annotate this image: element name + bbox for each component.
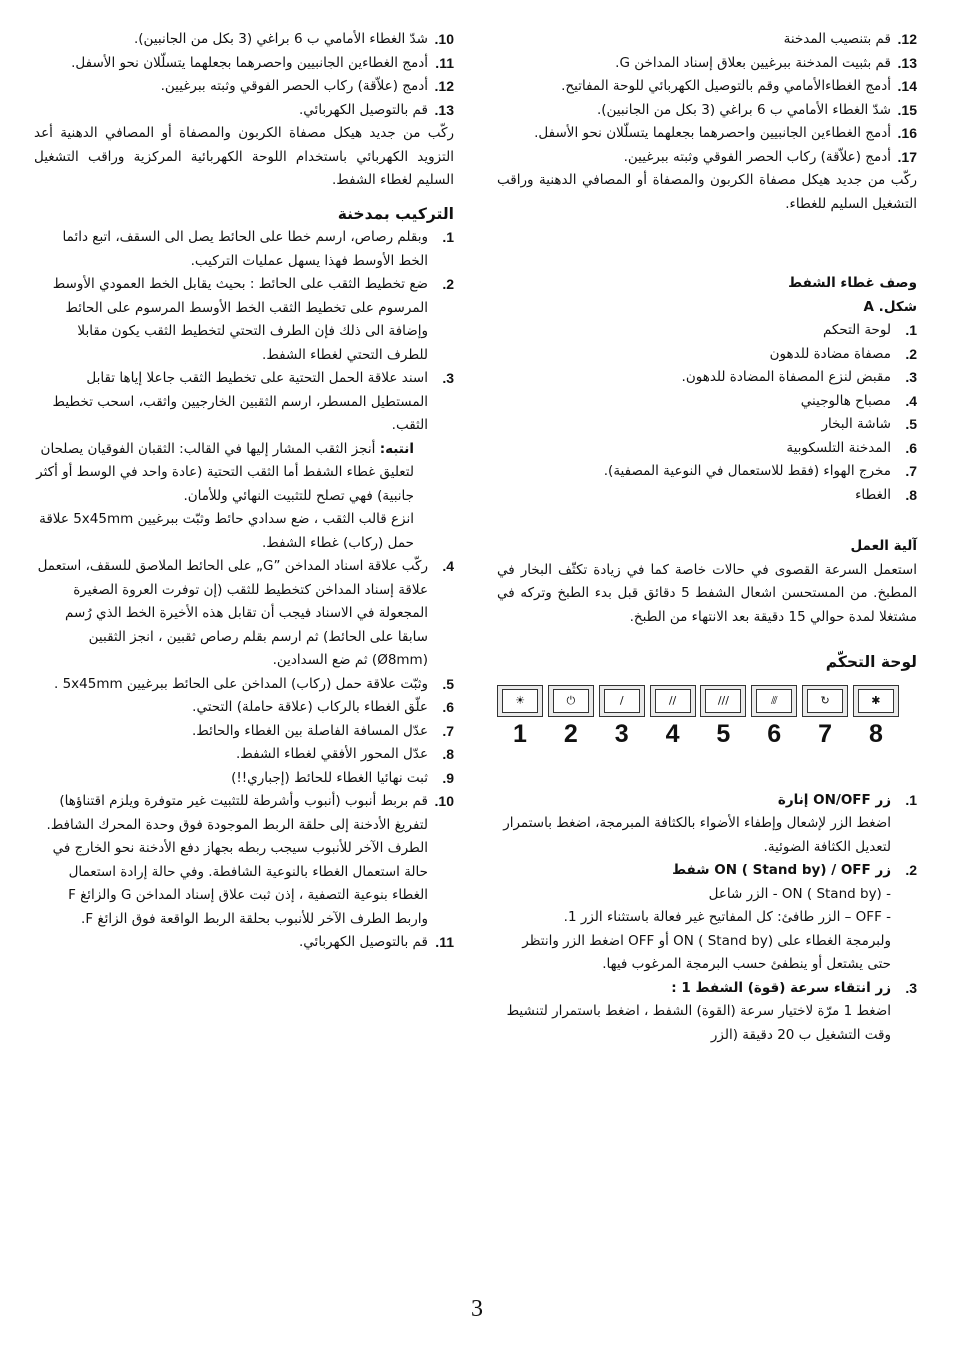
item-text: أدمج الغطاءين الجانبيين واحصرهما بجعلهما يتسلّلان نحو الأسفل.: [534, 125, 891, 141]
operation-heading: آلية العمل: [850, 538, 917, 554]
part-item: [497, 319, 917, 343]
control-panel-heading: لوحة التحكّم: [825, 653, 917, 671]
item-text: قم بالتوصيل الكهربائي.: [299, 101, 428, 118]
panel-key-1: [497, 685, 543, 749]
button-title: زر ON/OFF إنارة: [777, 791, 891, 808]
install-step: [497, 75, 917, 99]
item-text: علّق الغطاء بالركاب (علاقة حاملة) التحتي.: [192, 699, 428, 715]
chimney-install-heading: التركيب بمدخنة: [337, 204, 454, 223]
install-step: [34, 75, 454, 99]
install-step: [497, 52, 917, 76]
button-description-body: [497, 789, 891, 860]
item-number: 8.: [442, 746, 454, 762]
item-number: 3.: [442, 370, 454, 386]
key-frame: [650, 685, 696, 717]
panel-key-4: [650, 685, 696, 749]
item-number: 5.: [905, 416, 917, 432]
button-description-line: اضغط الزر لإشعال وإطفاء الأضواء بالكثافة المبرمجة، اضغط باستمرار لتعديل الكثافة الضوئية.: [503, 815, 891, 855]
item-number: 1.: [905, 791, 917, 808]
key-number: 3: [614, 719, 629, 748]
item-number: 7.: [905, 463, 917, 479]
item-number: 13.: [897, 54, 917, 71]
item-text: أدمج (علاّقة) ركاب الحصر الفوقي وثبته ببرغيين.: [623, 148, 891, 165]
button-description-line: ولبرمجة الغطاء على ON ( Stand by) أو OFF اضغط الزر وانتظر حتى يشتعل أو ينطفئ حسب البرمجة المرغوب فيها.: [522, 932, 891, 972]
page-number: 3: [471, 1296, 483, 1322]
key-frame: [853, 685, 899, 717]
item-number: 8.: [905, 486, 917, 503]
chimney-step-4: [34, 555, 454, 673]
step-text: قم بالتوصيل الكهربائي.: [299, 934, 428, 950]
install-step: [34, 52, 454, 76]
button-description-body: [497, 859, 891, 977]
speed-1-icon: /: [604, 689, 640, 713]
item-number: 4.: [905, 392, 917, 409]
attention-text: أنجز الثقب المشار إليها في القالب: الثقبان الفوقيان يصلحان لتعليق غطاء الشفط أما الثقب التحتية (عادة واحد في الوسط أو أكثر جانبية) فهي تصلح للتثبيت النهائي وللأمان.: [36, 440, 414, 504]
step-10-text: قم بربط أنبوب (أنبوب وأشرطة للتثبيت غير متوفرة ويلزم اقتناؤها) لتفريغ الأدخنة إلى حلقة الربط الموجودة فوق وحدة المحرك الشافط.: [46, 793, 428, 833]
item-number: 12.: [897, 31, 917, 47]
item-text: مصباح هالوجيني: [800, 392, 891, 409]
chimney-step: [34, 767, 454, 791]
speed-2-icon: //: [655, 689, 691, 713]
key-number: 2: [563, 719, 578, 748]
item-text: لوحة التحكم: [822, 322, 891, 338]
install-step: [34, 28, 454, 52]
chimney-step: [34, 720, 454, 744]
part-item: [497, 390, 917, 414]
control-panel-illustration: [497, 685, 899, 749]
key-number: 7: [818, 719, 833, 748]
chimney-steps-6-to-9: [34, 696, 454, 790]
key-frame: [497, 685, 543, 717]
panel-key-8: [853, 685, 899, 749]
item-number: 2.: [905, 862, 917, 878]
figure-label: شكل. A: [863, 298, 917, 315]
item-number: 1.: [905, 322, 917, 338]
item-number: 7.: [442, 722, 454, 739]
item-text: قم بثبيت المدخنة ببرغيين بعلاق إسناد المداخن G.: [615, 54, 891, 71]
part-item: [497, 343, 917, 367]
speed-3-icon: ///: [705, 689, 741, 713]
button-description-line: - ON ( Stand by) - الزر شاعل: [708, 885, 891, 902]
item-number: 6.: [442, 699, 454, 715]
item-number: 16.: [897, 125, 917, 141]
item-number: 10.: [434, 31, 454, 47]
key-frame: [548, 685, 594, 717]
key-number: 1: [513, 719, 527, 748]
item-text: شاشة البخار: [821, 416, 891, 432]
key-frame: [599, 685, 645, 717]
button-description-2: [497, 859, 917, 977]
chimney-step-10: [34, 790, 454, 931]
light-icon: ☀: [502, 689, 538, 713]
item-number: 12.: [434, 78, 454, 94]
item-text: شدّ الغطاء الأمامي ب 6 براغي (3 بكل من الجانبين).: [133, 31, 428, 47]
button-description-1: [497, 789, 917, 860]
chimney-steps: [34, 226, 454, 438]
item-number: 9.: [442, 769, 454, 786]
item-text: ثبت نهائيا الغطاء للحائط (إجباري!!): [231, 769, 428, 786]
item-text: مصفاة مضادة للدهون: [769, 345, 891, 362]
chimney-step-5: [34, 673, 454, 697]
part-item: [497, 366, 917, 390]
key-frame: [802, 685, 848, 717]
step-10-continuation: الطرف الآخر للأنبوب سيجب ربطه بجهاز دفع الأدخنة نحو الخارج في حالة استعمال الغطاء بالنوعية الشافطة. وفي حالة إرادة استعمال الغطاء بنوعية التصفية ، إذن ثبت علاق إسناد المداخن G والزائغ F واربط الطرف الآخر للأنبوب بحلقة الربط الواقعة فوق الزائغ F.: [52, 840, 428, 927]
item-text: أدمج الغطاءالأمامي وقم بالتوصيل الكهربائي للوحة المفاتيح.: [561, 78, 891, 94]
item-text: المدخنة التلسكوبية: [786, 439, 891, 456]
item-text: الغطاء: [855, 486, 891, 503]
power-icon: ⏻: [553, 689, 589, 713]
item-number: 2.: [905, 345, 917, 362]
key-frame: [751, 685, 797, 717]
item-number: 13.: [434, 101, 454, 118]
key-number: 8: [868, 719, 883, 748]
panel-key-6: [751, 685, 797, 749]
button-description-body: [497, 977, 891, 1048]
chimney-step: [34, 367, 454, 438]
chimney-step: [34, 273, 454, 367]
reconnect-note: ركّب من جديد هيكل مصفاة الكربون والمصفاة أو المصافي الدهنية أعد التزويد الكهربائي باستخدام اللوحة الكهربائية المركزية وراقب التشغيل السليم لغطاء الشفط.: [34, 125, 454, 188]
right-column: [497, 28, 917, 1047]
item-text: شدّ الغطاء الأمامي ب 6 براغي (3 بكل من الجانبين).: [596, 101, 891, 118]
chimney-step: [34, 696, 454, 720]
parts-list: [497, 319, 917, 507]
button-title: زر انتقاء سرعة (قوة) الشفط 1 :: [671, 979, 891, 996]
item-text: عدّل المحور الأفقي لغطاء الشفط.: [236, 746, 428, 762]
step-text: وثبّت علاقة حمل (ركاب) المداخن على الحائط ببرغيين 5x45mm .: [53, 675, 428, 692]
part-item: [497, 484, 917, 508]
item-number: 15.: [897, 101, 917, 118]
panel-key-7: [802, 685, 848, 749]
item-text: أدمج الغطاءين الجانبيين واحصرهما بجعلهما يتسلّلان نحو الأسفل.: [71, 54, 428, 71]
part-item: [497, 460, 917, 484]
chimney-step: [34, 226, 454, 273]
part-item: [497, 413, 917, 437]
install-step: [497, 146, 917, 170]
install-step: [34, 99, 454, 123]
item-text: مقبض لنزع المصفاة المضادة للدهون.: [681, 369, 891, 385]
item-text: أدمج (علاّقة) ركاب الحصر الفوقي وثبته ببرغيين.: [160, 78, 428, 94]
button-title: زر ON ( Stand by) / OFF شفط: [672, 862, 891, 878]
step-number: 4.: [442, 558, 454, 574]
panel-key-3: [599, 685, 645, 749]
item-text: اسند علاقة الحمل التحتية على تخطيط الثقب جاعلا إياها تقابل المستطيل المسطر، ارسم الثقبين الخارجيين واثقب، اسحب تخطيط الثقب.: [52, 370, 428, 433]
filter-icon: ✱: [858, 689, 894, 713]
item-number: 17.: [897, 148, 917, 165]
step-text: [34, 790, 428, 931]
chimney-step-11: [34, 931, 454, 955]
install-step: [497, 28, 917, 52]
install-steps-list: [497, 28, 917, 169]
reinstall-note: ركّب من جديد هيكل مصفاة الكربون والمصفاة أو المصافي الدهنية وراقب التشغيل السليم للغطاء.: [497, 172, 917, 212]
item-number: 2.: [442, 276, 454, 292]
item-number: 3.: [905, 979, 917, 996]
step-text: ركّب علاقة اسناد المداخن ”G„ على الحائط الملاصق للسقف، استعمل علاقة إسناد المداخن كتخطيط للثقب (إن توفرت العروة الصغيرة المجعولة في الاسناد فيجب أن تقابل هذه الأخيرة الخط الذي رُسم سابقا على الحائط) ثم ارسم بقلم رصاص ثقبين ، انجز الثقبين (Ø8mm) ثم ضع السدادين.: [37, 558, 428, 668]
attention-note: [34, 438, 454, 509]
item-number: 11.: [435, 54, 454, 71]
button-descriptions: [497, 789, 917, 1048]
front-cover-steps: [34, 28, 454, 122]
attention-label: انتبه:: [379, 440, 414, 457]
left-column: [34, 28, 454, 955]
key-frame: [700, 685, 746, 717]
item-number: 6.: [905, 439, 917, 456]
item-text: عدّل المسافة الفاصلة بين الغطاء والحائط.: [192, 722, 428, 739]
key-number: 4: [665, 719, 680, 748]
button-description-line: - OFF – الزر طافئ: كل المفاتيح غير فعالة باستثناء الزر 1.: [563, 909, 891, 925]
key-number: 6: [767, 719, 782, 748]
item-text: ضع تخطيط الثقب على الحائط : بحيث يقابل الخط العمودي الأوسط المرسوم على تخطيط الثقب الخط الأوسط المرسوم على الحائط وإضافة الى ذلك فإن الطرف التحتي لتخطيط الثقب يكون مقابلا للطرف التحتي لغطاء الشفط.: [52, 276, 428, 363]
description-heading: وصف غطاء الشفط: [788, 275, 917, 291]
install-step: [497, 99, 917, 123]
part-item: [497, 437, 917, 461]
item-text: قم بتنصيب المدخنة: [783, 31, 891, 47]
item-text: وبقلم رصاص، ارسم خطا على الحائط يصل الى السقف، اتبع دائما الخط الأوسط فهذا يسهل عمليات التركيب.: [62, 229, 428, 269]
timer-icon: ↻: [807, 689, 843, 713]
key-number: 5: [716, 719, 731, 748]
template-note: انزع قالب الثقب ، ضع سدادي حائط وثبّت ببرغيين 5x45mm علاقة حمل (ركاب) غطاء الشفط.: [39, 511, 414, 551]
button-description-line: اضغط 1 مرّة لاختيار سرعة (القوة) الشفط ، اضغط باستمرار لتنشيط وقت التشغيل ب 20 دقيقة (الزر: [506, 1003, 891, 1043]
item-number: 3.: [905, 369, 917, 385]
item-number: 1.: [442, 229, 454, 245]
operation-text: استعمل السرعة القصوى في حالات خاصة كما في زيادة تكثّف البخار في المطبخ. من المستحسن اشعال الشفط 5 دقائق قبل بدء الطبخ وتركه في مشتغلا لمدة حوالي 15 دقيقة بعد الانتهاء من الطبخ.: [497, 561, 917, 625]
panel-key-5: [700, 685, 746, 749]
step-number: 11.: [435, 934, 454, 950]
boost-icon: ⫻: [756, 689, 792, 713]
install-step: [497, 122, 917, 146]
item-number: 14.: [897, 78, 917, 94]
chimney-step: [34, 743, 454, 767]
item-text: مخرج الهواء (فقط للاستعمال في النوعية المصفية).: [603, 463, 891, 479]
button-description-3: [497, 977, 917, 1048]
panel-key-2: [548, 685, 594, 749]
step-number: 10.: [434, 793, 454, 809]
step-number: 5.: [442, 675, 454, 692]
